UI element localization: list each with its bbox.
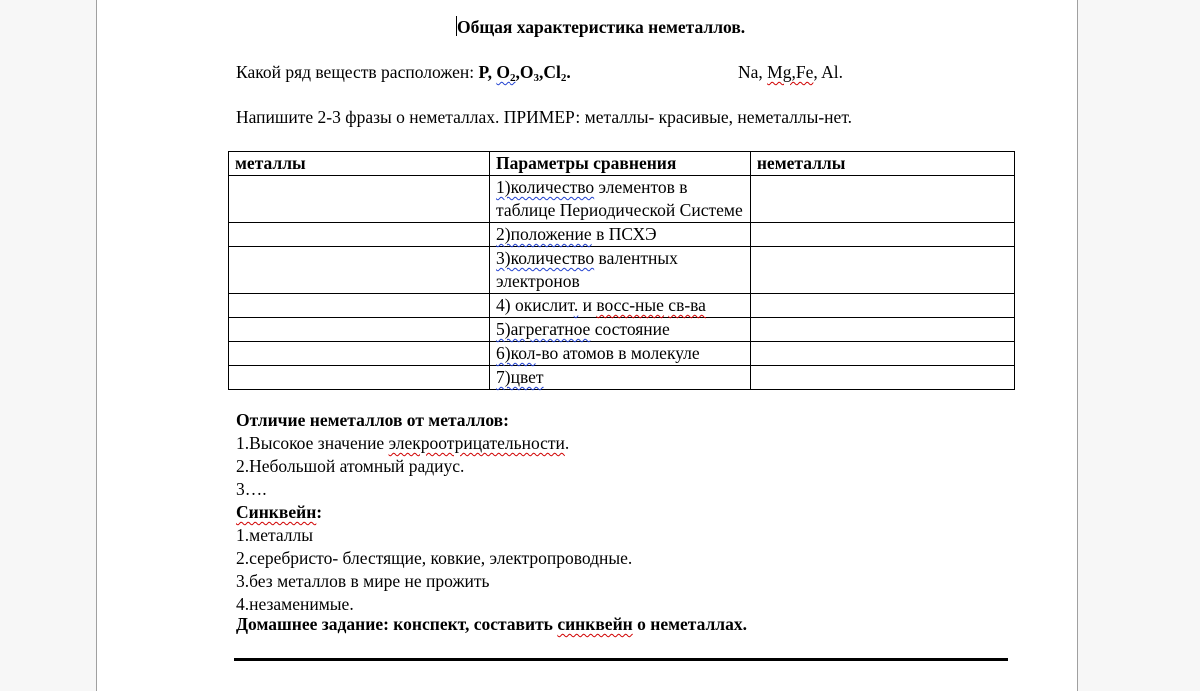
cl-sub: 2 — [560, 72, 567, 84]
cinquain-line: 2.серебристо- блестящие, ковкие, электропроводные. — [236, 548, 633, 568]
cell-parameter — [490, 342, 751, 366]
comparison-table — [228, 151, 1015, 390]
item1-b: элекроотрицательности — [388, 433, 565, 453]
param-b: . — [573, 295, 579, 315]
table-row — [229, 342, 1015, 366]
title-text: Общая характеристика неметаллов. — [457, 17, 746, 37]
cell-metals[interactable] — [229, 247, 490, 294]
metals-c: , Al. — [813, 62, 844, 82]
difference-item-1 — [236, 432, 569, 455]
param-b: элементов в таблице Периодической Системе — [496, 177, 743, 220]
o3-text: ,O — [515, 62, 534, 82]
table-row — [229, 366, 1015, 390]
header-metals: металлы — [229, 152, 490, 176]
table-row — [229, 176, 1015, 223]
cell-parameter — [490, 366, 751, 390]
cell-nonmetals[interactable] — [750, 318, 1014, 342]
o2-text: O — [496, 62, 510, 82]
table-row — [229, 223, 1015, 247]
differences-heading: Отличие неметаллов от металлов: — [236, 410, 509, 430]
cell-nonmetals[interactable] — [750, 247, 1014, 294]
cell-metals[interactable] — [229, 366, 490, 390]
cell-nonmetals[interactable] — [750, 294, 1014, 318]
header-parameters: Параметры сравнения — [490, 152, 751, 176]
homework-b: синквейн — [557, 614, 633, 634]
param-b: валентных электронов — [496, 248, 678, 291]
difference-item-3: 3…. — [236, 479, 267, 499]
cinquain-colon: : — [316, 502, 323, 522]
param-c: и — [578, 295, 597, 315]
item1-c: . — [564, 433, 570, 453]
question-prefix: Какой ряд веществ расположен: — [236, 62, 479, 82]
param-b: состояние — [590, 319, 670, 339]
question-line — [236, 61, 571, 84]
table-row — [229, 294, 1015, 318]
cell-metals[interactable] — [229, 223, 490, 247]
cell-parameter — [490, 294, 751, 318]
param-a: 4) окислит — [496, 295, 574, 315]
formula-p: P, — [478, 62, 497, 82]
cell-metals[interactable] — [229, 176, 490, 223]
param-a: 5)агрегатное — [496, 319, 591, 339]
metals-b: Mg,Fe — [767, 62, 814, 82]
table-row — [229, 318, 1015, 342]
param-a: 7)цвет — [496, 367, 544, 387]
item1-a: 1.Высокое значение — [236, 433, 389, 453]
homework-line — [236, 613, 747, 636]
metals-list — [738, 61, 843, 84]
param-a: 3)количество — [496, 248, 595, 268]
cinquain-word: Синквейн — [236, 502, 317, 522]
cl-text: ,Cl — [538, 62, 561, 82]
param-a: 2)положение — [496, 224, 592, 244]
table-header-row — [229, 152, 1015, 176]
cinquain-heading — [236, 501, 322, 524]
param-a: 6)кол — [496, 343, 536, 363]
param-a: 1)количество — [496, 177, 595, 197]
cell-nonmetals[interactable] — [750, 366, 1014, 390]
task-text: Напишите 2-3 фразы о неметаллах. ПРИМЕР: металлы- красивые, неметаллы-нет. — [236, 107, 853, 127]
cell-parameter — [490, 318, 751, 342]
cell-parameter — [490, 223, 751, 247]
cinquain-line: 3.без металлов в мире не прожить — [236, 571, 490, 591]
header-nonmetals: неметаллы — [750, 152, 1014, 176]
o2-sub: 2 — [509, 72, 516, 84]
formula-end: . — [566, 62, 571, 82]
homework-c: о неметаллах. — [632, 614, 747, 634]
param-f: св-ва — [668, 295, 706, 315]
formula-o2 — [496, 62, 515, 82]
document-title[interactable] — [456, 16, 745, 39]
cell-nonmetals[interactable] — [750, 176, 1014, 223]
table-row — [229, 247, 1015, 294]
metals-a: Na, — [738, 62, 768, 82]
horizontal-rule — [234, 658, 1008, 661]
param-d: восс-ные — [596, 295, 664, 315]
difference-item-2: 2.Небольшой атомный радиус. — [236, 456, 465, 476]
cell-metals[interactable] — [229, 318, 490, 342]
cell-parameter — [490, 247, 751, 294]
cell-nonmetals[interactable] — [750, 223, 1014, 247]
cinquain-line: 4.незаменимые. — [236, 594, 354, 614]
param-b: в ПСХЭ — [591, 224, 657, 244]
cell-metals[interactable] — [229, 342, 490, 366]
cell-parameter — [490, 176, 751, 223]
param-b: -во атомов в молекуле — [535, 343, 700, 363]
cell-nonmetals[interactable] — [750, 342, 1014, 366]
homework-a: Домашнее задание: конспект, составить — [236, 614, 558, 634]
nonmetal-formulas — [479, 62, 571, 82]
cell-metals[interactable] — [229, 294, 490, 318]
cinquain-line: 1.металлы — [236, 525, 313, 545]
o3-sub: 3 — [533, 72, 539, 84]
